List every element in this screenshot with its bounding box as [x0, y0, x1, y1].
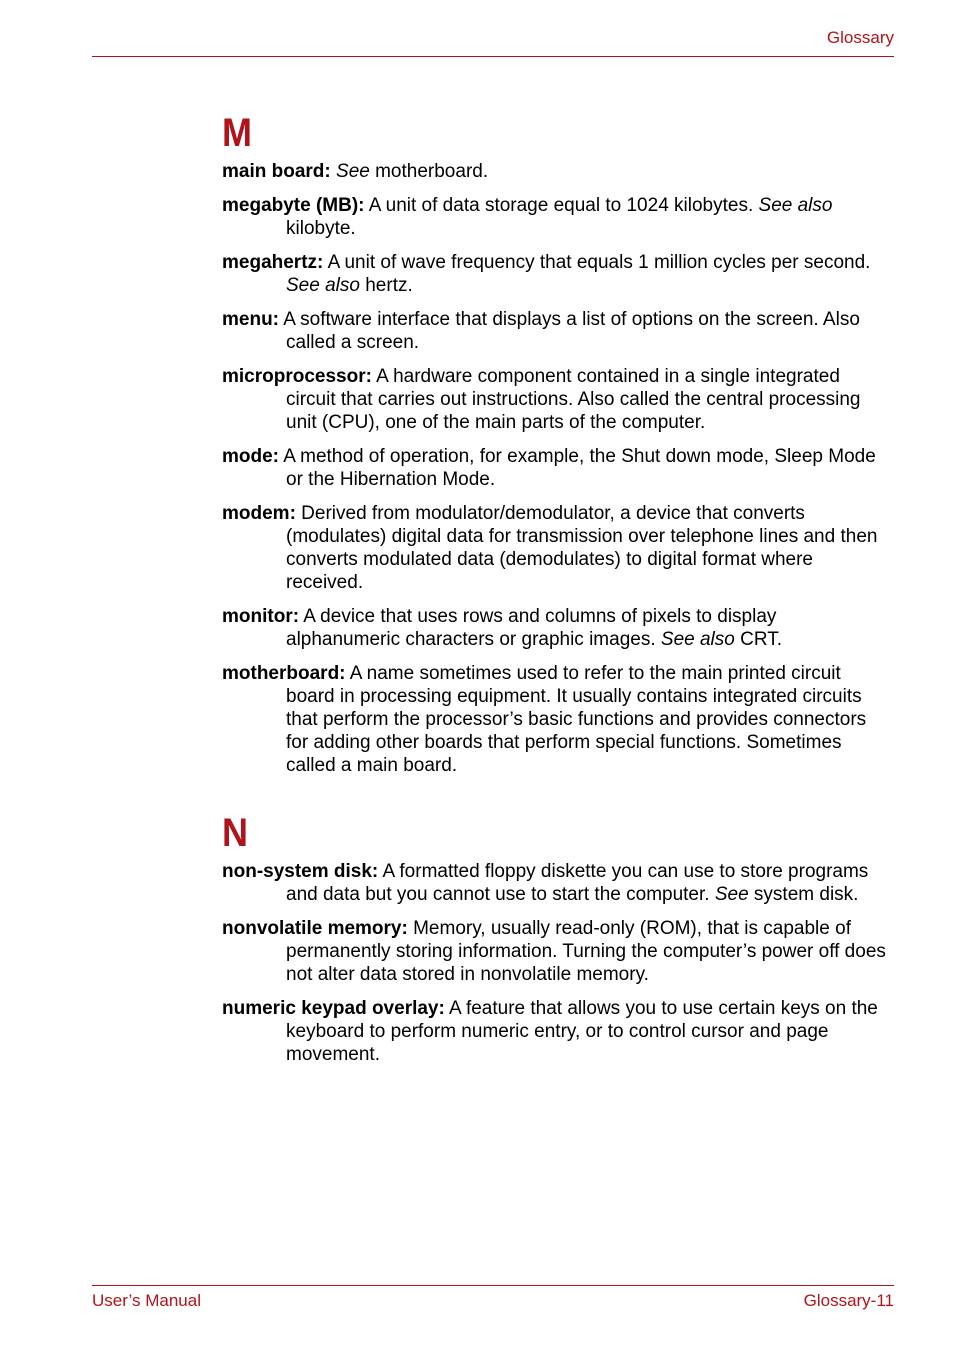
glossary-term: microprocessor:: [222, 366, 372, 387]
footer-manual-title: User’s Manual: [92, 1291, 201, 1310]
cross-reference: See also: [758, 195, 833, 216]
glossary-entry: menu: A software interface that displays a list of options on the screen. Also called a screen.: [222, 309, 860, 353]
section-letter: N: [222, 811, 249, 855]
glossary-entry: mode: A method of operation, for example, the Shut down mode, Sleep Mode or the Hibernation Mode.: [222, 446, 876, 490]
glossary-entry: motherboard: A name sometimes used to refer to the main printed circuit board in processing equipment. It usually contains integrated circuits that perform the processor’s basic functions and provides connectors for adding other boards that perform special functions. Sometimes called a main board.: [222, 663, 867, 776]
glossary-entry: nonvolatile memory: Memory, usually read-only (ROM), that is capable of permanently storing information. Turning the computer’s power off does not alter data stored in nonvolatile memory.: [222, 918, 886, 985]
glossary-entry: microprocessor: A hardware component contained in a single integrated circuit that carries out instructions. Also called the central processing unit (CPU), one of the main parts of the computer.: [222, 366, 861, 433]
glossary-term: numeric keypad overlay:: [222, 998, 445, 1019]
section-m: [222, 110, 892, 788]
glossary-term: monitor:: [222, 606, 300, 627]
glossary-term: motherboard:: [222, 663, 346, 684]
glossary-term: nonvolatile memory:: [222, 918, 408, 939]
glossary-entry: megahertz: A unit of wave frequency that equals 1 million cycles per second. See also hertz.: [222, 252, 871, 296]
glossary-entry: modem: Derived from modulator/demodulator, a device that converts (modulates) digital data for transmission over telephone lines and then converts modulated data (demodulates) to digital format where received.: [222, 503, 878, 593]
glossary-entry: non-system disk: A formatted floppy diskette you can use to store programs and data but you cannot use to start the computer. See system disk.: [222, 861, 869, 905]
cross-reference: See also: [660, 629, 735, 650]
glossary-term: main board:: [222, 161, 331, 182]
glossary-term: megahertz:: [222, 252, 324, 273]
glossary-entry: monitor: A device that uses rows and columns of pixels to display alphanumeric characters or graphic images. See also CRT.: [222, 606, 783, 650]
glossary-entry: main board: See motherboard.: [222, 161, 489, 182]
glossary-term: mode:: [222, 446, 279, 467]
cross-reference: See also: [286, 275, 360, 296]
glossary-term: modem:: [222, 503, 296, 524]
cross-reference: See: [714, 884, 749, 905]
section-n: [222, 810, 892, 1077]
entry-list: [222, 860, 892, 1066]
running-header: Glossary: [826, 28, 894, 47]
entry-list: [222, 160, 892, 777]
glossary-term: megabyte (MB):: [222, 195, 365, 216]
footer-rule: [92, 1285, 894, 1286]
glossary-term: non-system disk:: [222, 861, 379, 882]
glossary-entry: numeric keypad overlay: A feature that allows you to use certain keys on the keyboard to perform numeric entry, or to control cursor and page movement.: [222, 998, 878, 1065]
page-number: Glossary-11: [803, 1291, 894, 1310]
glossary-entry: megabyte (MB): A unit of data storage equal to 1024 kilobytes. See also kilobyte.: [222, 195, 833, 239]
section-letter: M: [222, 111, 252, 155]
glossary-term: menu:: [222, 309, 279, 330]
header-rule: [92, 56, 894, 57]
cross-reference: See: [336, 161, 370, 182]
